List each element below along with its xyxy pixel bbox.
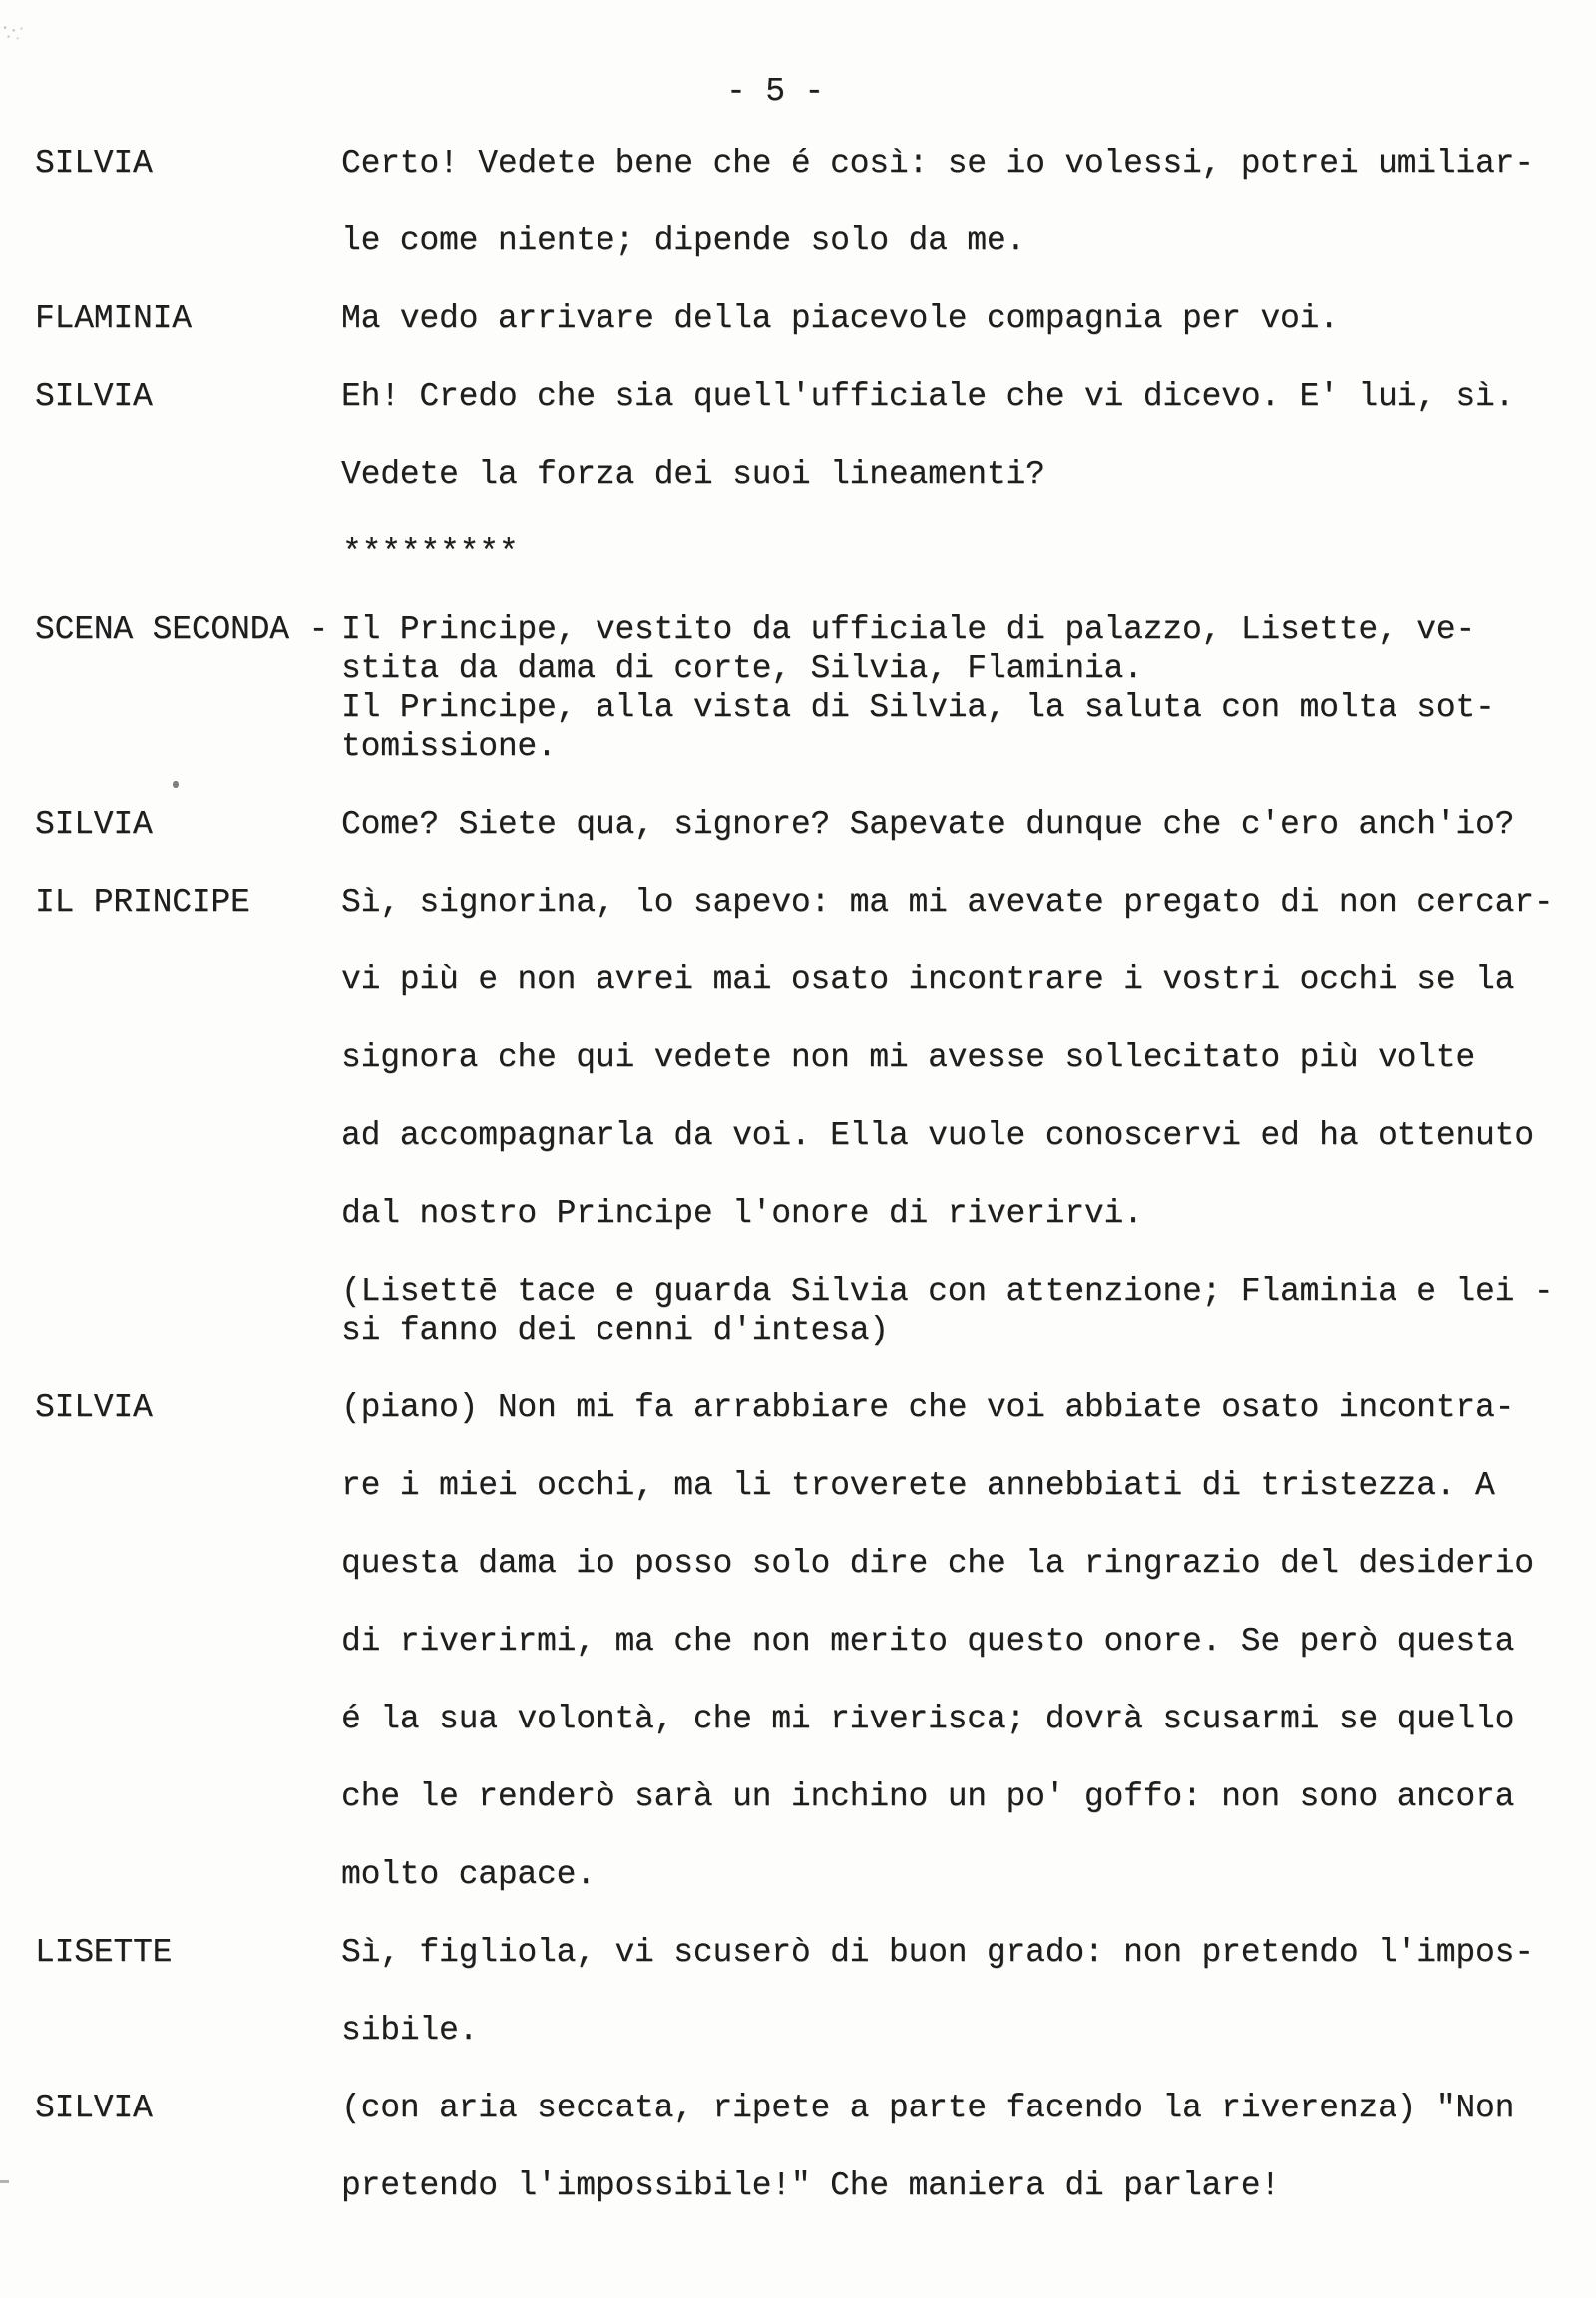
dialogue-line: di riverirmi, ma che non merito questo onore. Se però questa: [341, 1623, 1515, 1660]
dialogue-line: molto capace.: [341, 1856, 596, 1893]
scene-heading: SCENA SECONDA -: [35, 611, 329, 648]
dialogue-line: pretendo l'impossibile!" Che maniera di parlare!: [341, 2167, 1280, 2204]
dialogue-line: é la sua volontà, che mi riverisca; dovrà scusarmi se quello: [341, 1701, 1515, 1737]
speaker-name: FLAMINIA: [35, 300, 192, 337]
page-number: - 5 -: [726, 73, 825, 110]
stage-direction-line: (Lisettē tace e guarda Silvia con attenzione; Flaminia e lei -: [341, 1273, 1554, 1310]
dialogue-line: dal nostro Principe l'onore di riverirvi.: [341, 1195, 1143, 1232]
speaker-name: IL PRINCIPE: [35, 884, 250, 921]
speaker-name: SILVIA: [35, 145, 153, 182]
dialogue-block: [0, 1388, 1596, 1933]
dialogue-line: Ma vedo arrivare della piacevole compagnia per voi.: [341, 300, 1339, 337]
lines-group: [341, 144, 1596, 299]
dialogue-line: ad accompagnarla da voi. Ella vuole conoscervi ed ha ottenuto: [341, 1117, 1534, 1154]
scan-artifact-tick: [0, 2180, 9, 2183]
scene-block: [0, 610, 1596, 805]
speaker-name: SILVIA: [35, 806, 153, 843]
dialogue-line: (piano) Non mi fa arrabbiare che voi abbiate osato incontra-: [341, 1389, 1515, 1426]
dialogue-line: che le renderò sarà un inchino un po' goffo: non sono ancora: [341, 1778, 1515, 1815]
lines-group: [341, 883, 1596, 1272]
lines-group: [341, 1933, 1596, 2089]
dialogue-block: [0, 883, 1596, 1272]
speaker-name: SILVIA: [35, 2090, 153, 2126]
dialogue-block: [0, 1933, 1596, 2089]
dialogue-line: questa dama io posso solo dire che la ringrazio del desiderio: [341, 1545, 1534, 1582]
dialogue-line: Sì, signorina, lo sapevo: ma mi avevate pregato di non cercar-: [341, 884, 1554, 921]
dialogue-block: [0, 2089, 1596, 2244]
lines-group: [341, 377, 1596, 533]
scan-artifact-dot: [173, 781, 179, 788]
scene-description-line: stita da dama di corte, Silvia, Flaminia.: [341, 650, 1143, 687]
lines-group: [341, 1272, 1596, 1388]
speaker-name: SILVIA: [35, 378, 153, 415]
scan-artifact-smudge: [2, 24, 28, 42]
dialogue-block: [0, 299, 1596, 377]
lines-group: [341, 805, 1596, 883]
dialogue-block: [0, 377, 1596, 533]
dialogue-line: Vedete la forza dei suoi lineamenti?: [341, 456, 1045, 493]
dialogue-block: [0, 805, 1596, 883]
speaker-name: LISETTE: [35, 1934, 173, 1971]
dialogue-line: Certo! Vedete bene che é così: se io volessi, potrei umiliar-: [341, 145, 1534, 182]
speaker-name: SILVIA: [35, 1389, 153, 1426]
scene-description-line: Il Principe, alla vista di Silvia, la saluta con molta sot-: [341, 689, 1495, 726]
dialogue-line: (con aria seccata, ripete a parte facendo la riverenza) "Non: [341, 2090, 1515, 2126]
script-body: [0, 144, 1596, 2244]
dialogue-line: signora che qui vedete non mi avesse sollecitato più volte: [341, 1039, 1475, 1076]
scene-separator: *********: [342, 534, 519, 571]
dialogue-line: Come? Siete qua, signore? Sapevate dunque che c'ero anch'io?: [341, 806, 1515, 843]
scene-description-line: Il Principe, vestito da ufficiale di palazzo, Lisette, ve-: [341, 611, 1475, 648]
lines-group: [341, 2089, 1596, 2244]
lines-group: [341, 610, 1596, 805]
dialogue-line: re i miei occhi, ma li troverete annebbiati di tristezza. A: [341, 1467, 1495, 1504]
dialogue-line: Eh! Credo che sia quell'ufficiale che vi dicevo. E' lui, sì.: [341, 378, 1515, 415]
lines-group: [341, 1388, 1596, 1933]
scene-description-line: tomissione.: [341, 728, 557, 765]
dialogue-line: vi più e non avrei mai osato incontrare i vostri occhi se la: [341, 961, 1515, 998]
lines-group: [341, 299, 1596, 377]
stage-direction-line: si fanno dei cenni d'intesa): [341, 1312, 889, 1348]
stage-block: [0, 1272, 1596, 1388]
dialogue-block: [0, 144, 1596, 299]
dialogue-line: sibile.: [341, 2012, 479, 2049]
dialogue-line: le come niente; dipende solo da me.: [341, 222, 1026, 259]
dialogue-line: Sì, figliola, vi scuserò di buon grado: non pretendo l'impos-: [341, 1934, 1534, 1971]
